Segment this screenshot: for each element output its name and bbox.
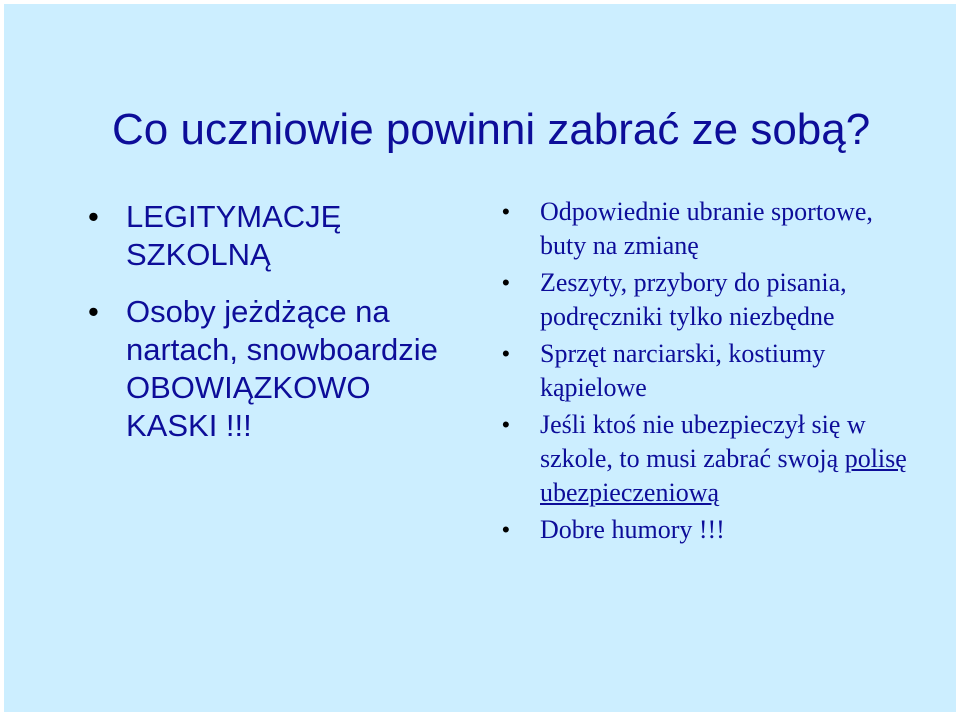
list-item-text: LEGITYMACJĘ SZKOLNĄ — [126, 199, 342, 272]
right-bullet-list — [498, 195, 918, 550]
list-item-text: Sprzęt narciarski, kostiumy kąpielowe — [540, 339, 826, 402]
bullet-icon: • — [88, 199, 99, 234]
bullet-icon: • — [502, 412, 510, 437]
list-item — [498, 513, 918, 547]
list-item — [86, 293, 466, 445]
bullet-icon: • — [502, 341, 510, 366]
list-item — [498, 337, 918, 405]
bullet-icon: • — [502, 270, 510, 295]
insurance-policy-link[interactable]: polisę ubezpieczeniową — [540, 444, 907, 507]
bullet-icon: • — [88, 294, 99, 329]
bullet-icon: • — [502, 517, 510, 542]
list-item — [498, 195, 918, 263]
list-item-text: Dobre humory !!! — [540, 515, 725, 544]
bullet-icon: • — [502, 199, 510, 224]
left-bullet-list — [86, 198, 466, 464]
list-item-text: Osoby jeżdżące na nartach, snowboardzie OBOWIĄZKOWO KASKI !!! — [126, 294, 438, 443]
slide — [4, 4, 956, 712]
list-item — [498, 408, 918, 510]
list-item — [498, 266, 918, 334]
slide-title: Co uczniowie powinni zabrać ze sobą? — [112, 105, 871, 154]
list-item-text: Zeszyty, przybory do pisania, podręczniki tylko niezbędne — [540, 268, 847, 331]
list-item-text: Odpowiednie ubranie sportowe, buty na zmianę — [540, 197, 873, 260]
list-item — [86, 198, 466, 274]
list-item-text: Jeśli ktoś nie ubezpieczył się w szkole, to musi zabrać swoją — [540, 410, 866, 473]
